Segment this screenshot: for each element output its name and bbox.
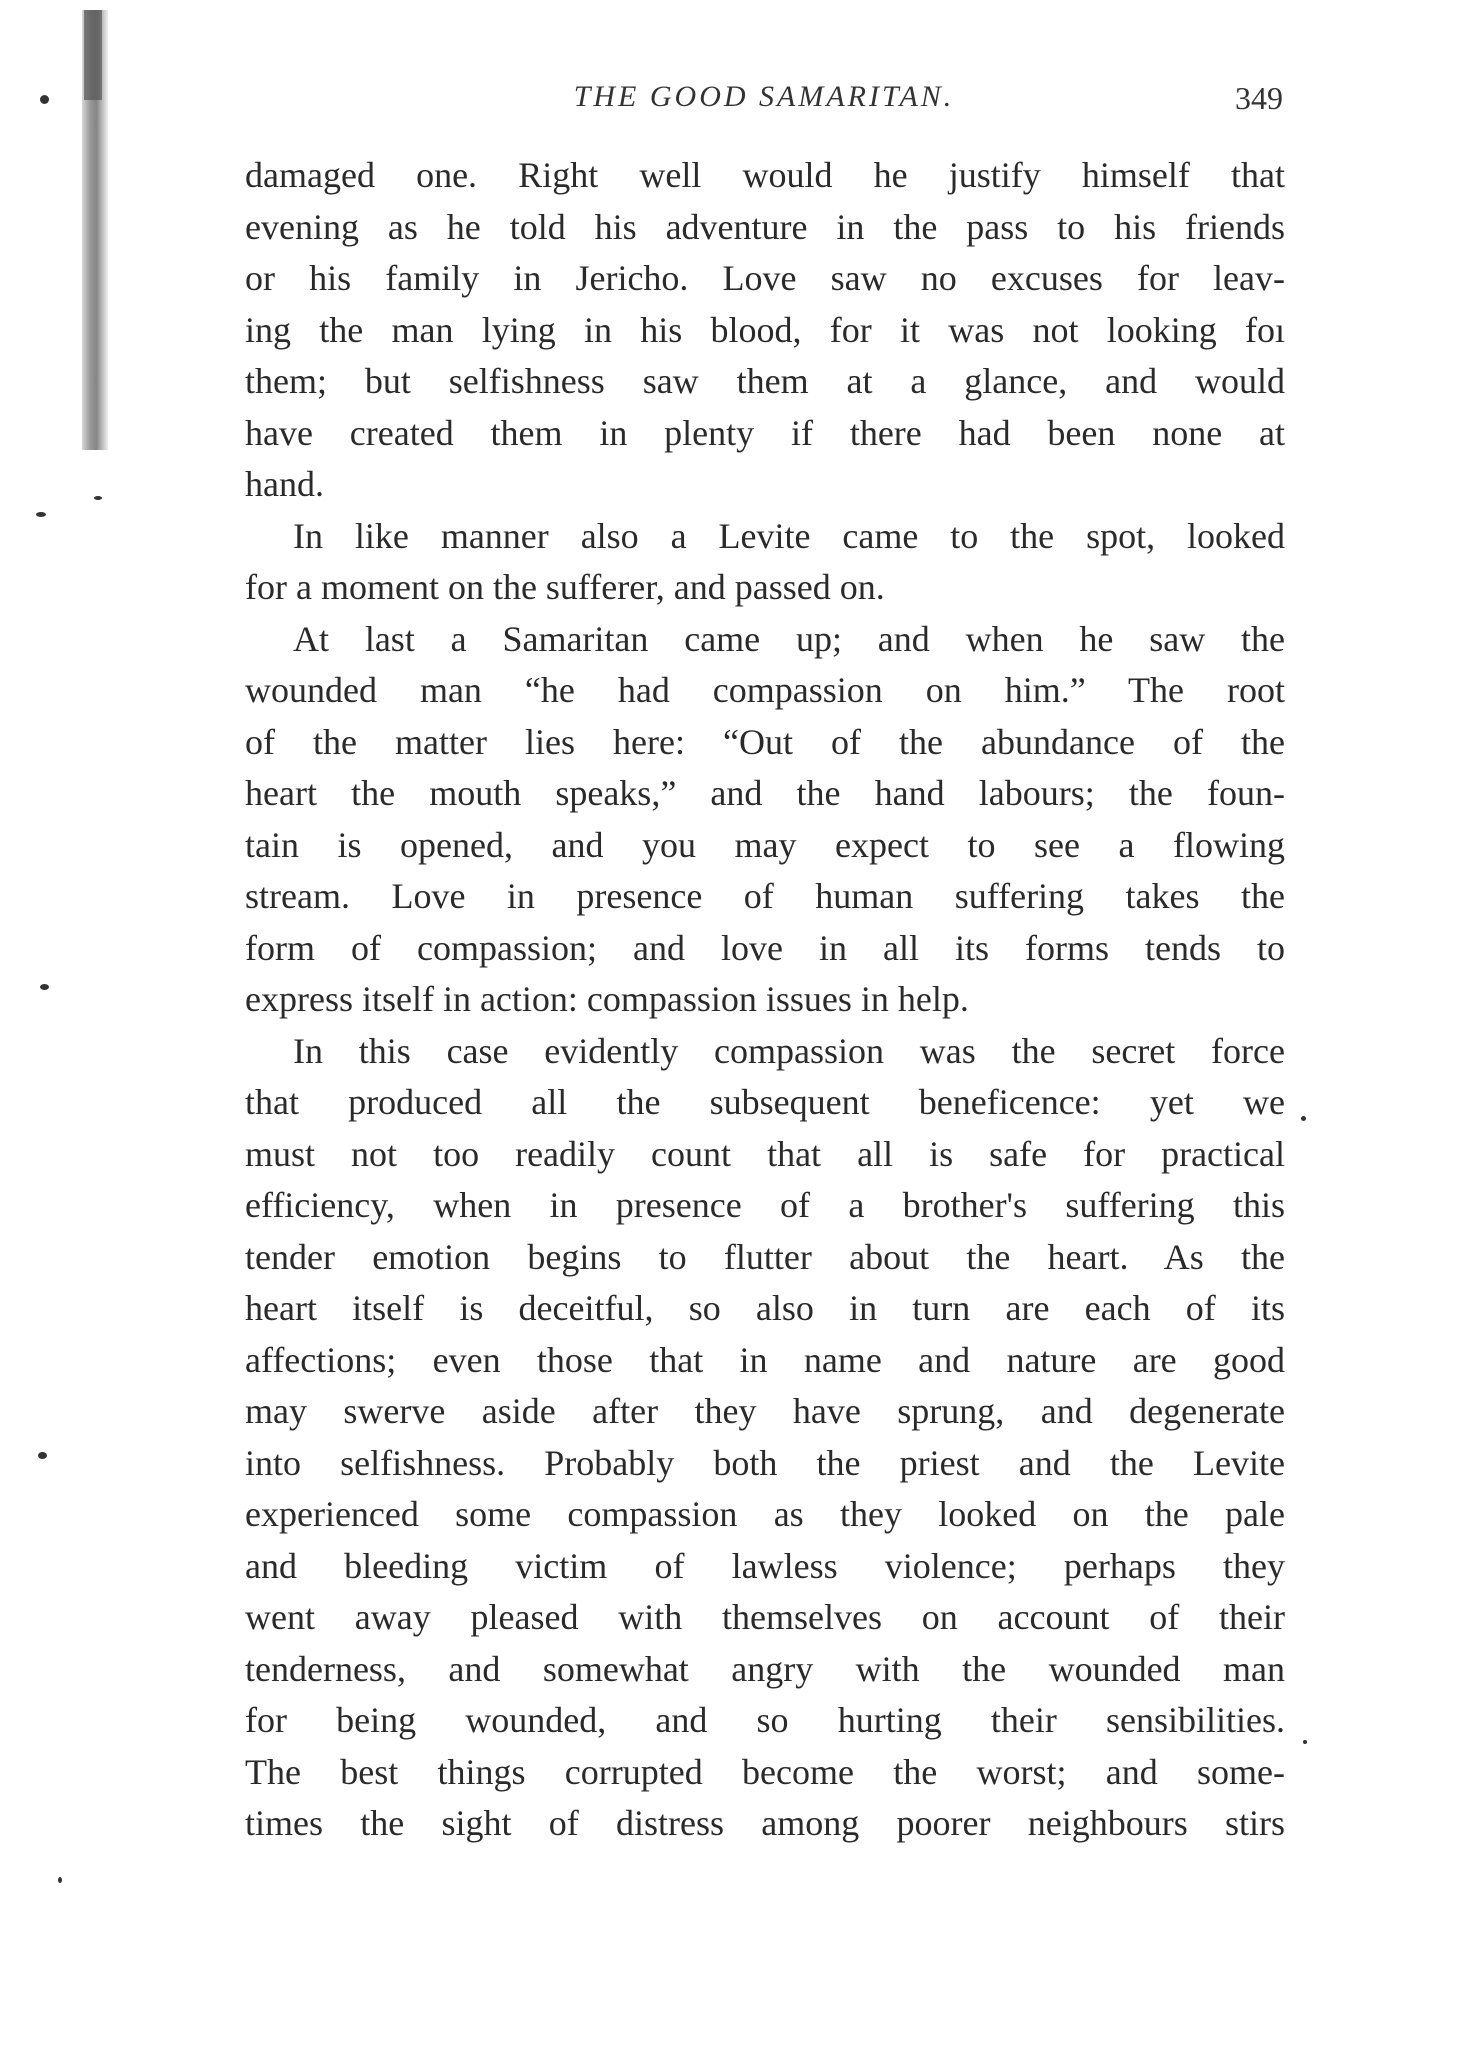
text-line: into selfishness. Probably both the priest and the Levite — [245, 1442, 1285, 1483]
text-line: tain is opened, and you may expect to see a flowing — [245, 824, 1285, 865]
text-line: experienced some compassion as they looked on the pale — [245, 1494, 1285, 1534]
ink-speck — [1301, 1116, 1306, 1121]
text-line: that produced all the subsequent beneficence: yet we — [245, 1082, 1285, 1122]
text-line: heart itself is deceitful, so also in turn are each of its — [245, 1288, 1285, 1328]
text-line: wounded man “he had compassion on him.” The root — [245, 670, 1285, 710]
text-line: efficiency, when in presence of a brother's suffering this — [245, 1185, 1285, 1225]
text-line: tender emotion begins to flutter about the heart. As the — [245, 1236, 1285, 1277]
text-line: heart the mouth speaks,” and the hand labours; the foun- — [245, 773, 1285, 813]
page-header — [245, 80, 1283, 120]
text-line: tenderness, and somewhat angry with the wounded man — [245, 1648, 1285, 1689]
text-line: times the sight of distress among poorer neighbours stirs — [245, 1803, 1285, 1843]
text-line: for being wounded, and so hurting their sensibilities. — [245, 1700, 1285, 1740]
text-line: must not too readily count that all is safe for practical — [245, 1133, 1285, 1174]
text-line: affections; even those that in name and nature are good — [245, 1339, 1285, 1380]
text-line: hand. — [245, 464, 324, 504]
text-line: went away pleased with themselves on account of their — [245, 1597, 1285, 1637]
body-text — [245, 150, 1285, 1850]
ink-speck — [40, 95, 49, 104]
text-line: of the matter lies here: “Out of the abundance of the — [245, 721, 1285, 762]
text-line: ing the man lying in his blood, for it was not looking foı — [245, 309, 1285, 350]
text-line: have created them in plenty if there had been none at — [245, 412, 1285, 453]
text-line: In this case evidently compassion was the secret force — [293, 1030, 1285, 1071]
ink-speck — [1303, 1740, 1307, 1744]
text-line: them; but selfishness saw them at a glance, and would — [245, 361, 1285, 401]
running-title: THE GOOD SAMARITAN. — [573, 80, 955, 113]
ink-speck — [36, 512, 46, 517]
text-line: The best things corrupted become the worst; and some- — [245, 1751, 1285, 1792]
text-line: In like manner also a Levite came to the spot, looked — [293, 515, 1285, 556]
text-line: form of compassion; and love in all its forms tends to — [245, 927, 1285, 968]
ink-speck — [38, 1452, 47, 1459]
gutter-shadow-dark — [84, 10, 102, 100]
text-line: may swerve aside after they have sprung, and degenerate — [245, 1391, 1285, 1431]
ink-speck — [94, 496, 102, 500]
text-line: damaged one. Right well would he justify himself that — [245, 155, 1285, 195]
text-line: evening as he told his adventure in the pass to his friends — [245, 206, 1285, 247]
text-line: for a moment on the sufferer, and passed on. — [245, 567, 885, 607]
page-number: 349 — [1235, 80, 1283, 116]
text-line: or his family in Jericho. Love saw no excuses for leav- — [245, 258, 1285, 298]
ink-speck — [58, 1877, 62, 1883]
text-line: express itself in action: compassion issues in help. — [245, 979, 969, 1019]
ink-speck — [40, 984, 49, 990]
text-line: and bleeding victim of lawless violence; perhaps they — [245, 1545, 1285, 1586]
text-line: stream. Love in presence of human suffering takes the — [245, 876, 1285, 916]
text-line: At last a Samaritan came up; and when he saw the — [293, 618, 1285, 659]
